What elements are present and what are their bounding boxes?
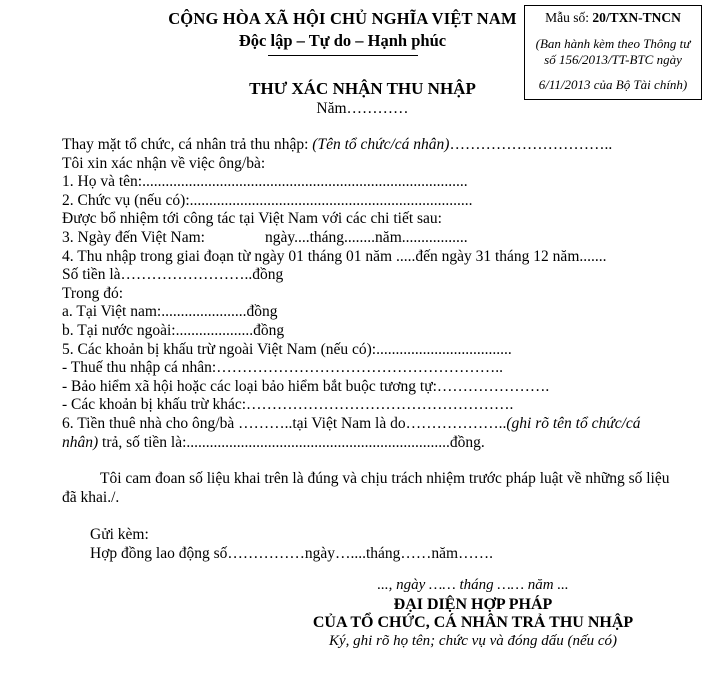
form-number-label: Mẫu số: xyxy=(545,10,593,25)
signature-date-line: ..., ngày …… tháng …… năm ... xyxy=(377,577,569,594)
arrival-date-label: 3. Ngày đến Việt Nam: xyxy=(62,228,205,246)
signer-title-line1: ĐẠI DIỆN HỢP PHÁP xyxy=(393,596,553,614)
form-number-box xyxy=(524,5,702,100)
house-rent-amount-fill: trả, số tiền là:....................................................................đồng. xyxy=(98,433,485,451)
national-motto: Độc lập – Tự do – Hạnh phúc xyxy=(238,31,447,50)
signer-title-line2: CỦA TỔ CHỨC, CÁ NHÂN TRẢ THU NHẬP xyxy=(312,614,634,632)
form-number-code: 20/TXN-TNCN xyxy=(592,10,681,25)
house-rent-pre: 6. Tiền thuê nhà cho ông/bà ………..tại Việt Nam là do……………….. xyxy=(62,414,507,432)
motto-underline xyxy=(268,55,418,56)
field-deductions-abroad: 5. Các khoản bị khấu trừ ngoài Việt Nam (nếu có):................................... xyxy=(62,340,512,358)
appointed-line: Được bổ nhiệm tới công tác tại Việt Nam với các chi tiết sau: xyxy=(62,210,442,228)
arrival-date-fill: ngày....tháng........năm................. xyxy=(265,228,468,246)
field-house-rent-line1 xyxy=(62,415,702,434)
representative-hint: (Tên tổ chức/cá nhân) xyxy=(312,136,450,153)
representative-label: Thay mặt tổ chức, cá nhân trả thu nhập: xyxy=(62,136,313,153)
house-rent-hint-part2: nhân) xyxy=(62,433,99,451)
field-house-rent-line2 xyxy=(62,434,702,453)
field-social-insurance: - Bảo hiểm xã hội hoặc các loại bảo hiểm bắt buộc tương tự:…………………. xyxy=(62,377,550,395)
confirm-line: Tôi xin xác nhận về việc ông/bà: xyxy=(62,154,266,172)
commitment-paragraph: Tôi cam đoan số liệu khai trên là đúng và chịu trách nhiệm trước pháp luật về những số liệu đã khai./. xyxy=(62,470,670,507)
form-body xyxy=(62,136,702,452)
attachments-block xyxy=(90,525,725,563)
field-total-amount: Số tiền là……………………..đồng xyxy=(62,266,284,284)
national-title: CỘNG HÒA XÃ HỘI CHỦ NGHĨA VIỆT NAM xyxy=(168,9,517,28)
house-rent-hint-part1: (ghi rõ tên tổ chức/cá xyxy=(506,414,641,432)
field-arrival-date xyxy=(62,229,702,248)
representative-line xyxy=(62,136,702,155)
attachments-label: Gửi kèm: xyxy=(90,526,149,544)
form-issued-note-2: 6/11/2013 của Bộ Tài chính) xyxy=(538,77,688,92)
field-income-period: 4. Thu nhập trong giai đoạn từ ngày 01 tháng 01 năm .....đến ngày 31 tháng 12 năm....... xyxy=(62,247,607,265)
signature-block xyxy=(292,577,654,650)
field-amount-vietnam: a. Tại Việt nam:......................đồng xyxy=(62,303,278,321)
field-amount-abroad: b. Tại nước ngoài:....................đồng xyxy=(62,321,285,339)
field-full-name: 1. Họ và tên:.................................................................................... xyxy=(62,173,468,191)
document-title: THƯ XÁC NHẬN THU NHẬP xyxy=(249,79,476,98)
form-issued-note-1: (Ban hành kèm theo Thông tư số 156/2013/TT-BTC ngày xyxy=(535,36,691,67)
form-number-line xyxy=(529,10,697,26)
signature-instruction: Ký, ghi rõ họ tên; chức vụ và đóng dấu (nếu có) xyxy=(328,633,618,650)
field-other-deductions: - Các khoản bị khấu trừ khác:……………………………………………. xyxy=(62,396,514,414)
labor-contract-line: Hợp đồng lao động số……………ngày…....tháng……năm……. xyxy=(90,545,493,563)
field-position: 2. Chức vụ (nếu có):......................................................................... xyxy=(62,191,473,209)
representative-fill: ………………………….. xyxy=(449,136,613,153)
document-year-line: Năm………… xyxy=(316,100,409,117)
breakdown-label: Trong đó: xyxy=(62,284,124,302)
field-personal-income-tax: - Thuế thu nhập cá nhân:……………………………………………….. xyxy=(62,359,503,377)
